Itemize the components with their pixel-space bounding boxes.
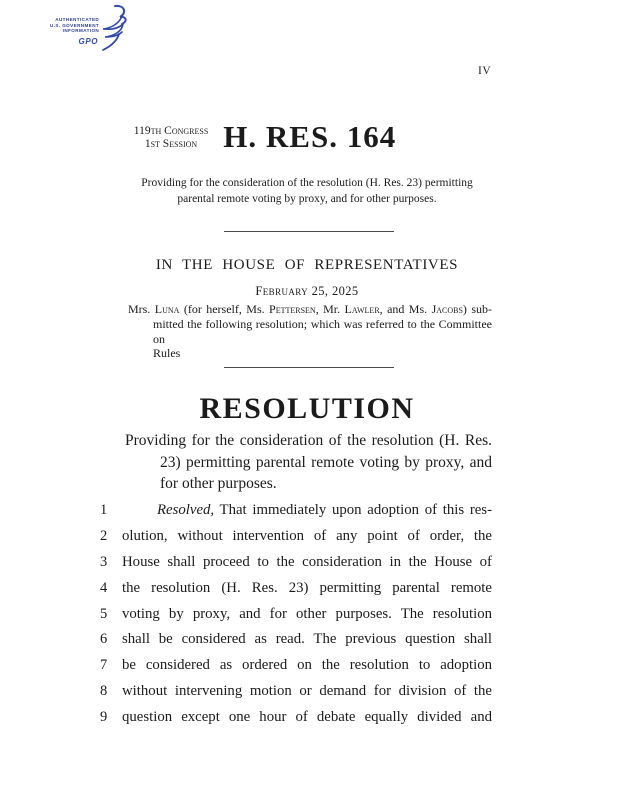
gpo-abbr-label: GPO: [78, 36, 99, 46]
line-number: 5: [100, 605, 108, 622]
resolution-heading: RESOLUTION: [199, 392, 415, 425]
body-line: [100, 554, 492, 580]
sponsor-line3: Rules: [153, 346, 181, 361]
line-number: 7: [100, 657, 108, 674]
sponsor-name-lawler: Lawler: [344, 302, 380, 316]
congress-session-block: [134, 125, 209, 151]
body-line: [100, 502, 492, 528]
gpo-logo: [50, 4, 129, 52]
body-line: [100, 528, 492, 554]
line-text: House shall proceed to the consideration in the House of: [122, 553, 492, 570]
body-line: [100, 657, 492, 683]
separator-rule-top: [224, 231, 394, 232]
body-line: [100, 631, 492, 657]
body-line: [100, 606, 492, 632]
body-line: [100, 580, 492, 606]
preamble: [125, 430, 492, 495]
sponsor-line1: Mrs. Luna (for herself, Ms. Pettersen, Mr. Lawler, and Ms. Jacobs) sub-: [128, 302, 492, 316]
measure-title: [112, 176, 502, 207]
gpo-eagle-icon: [95, 4, 129, 52]
bill-number: H. RES. 164: [223, 119, 397, 154]
preamble-line1: Providing for the consideration of the resolution (H. Res.: [125, 432, 492, 449]
bill-header: [80, 119, 450, 155]
resolved-clause: Resolved,: [157, 502, 215, 518]
gpo-government-label: U.S. GOVERNMENT: [50, 22, 100, 28]
line-number: 8: [100, 683, 108, 700]
preamble-line2: 23) permitting parental remote voting by proxy, and: [160, 453, 492, 471]
line-number: 1: [100, 502, 108, 518]
line-number: 3: [100, 553, 108, 570]
line-number: 6: [100, 631, 108, 648]
sponsor-name-jacobs: Jacobs: [431, 302, 463, 316]
line-text: shall be considered as read. The previous question shall: [122, 631, 492, 648]
line-number: 4: [100, 579, 108, 596]
date-line: February 25, 2025: [255, 284, 359, 298]
sponsor-name-pettersen: Pettersen: [269, 302, 316, 316]
separator-rule-bottom: [224, 367, 394, 368]
line-text: be considered as ordered on the resolution to adoption: [122, 657, 492, 674]
body-line: [100, 709, 492, 735]
measure-title-line1: Providing for the consideration of the resolution (H. Res. 23) permitting: [141, 177, 473, 189]
gpo-logo-text: [50, 17, 99, 46]
line-text: voting by proxy, and for other purposes. The resolution: [122, 605, 492, 622]
sponsor-line2: mitted the following resolution; which was referred to the Committee on: [153, 316, 492, 346]
measure-title-line2: parental remote voting by proxy, and for other purposes.: [177, 192, 437, 205]
session-label: 1st Session: [144, 138, 198, 150]
gpo-information-label: INFORMATION: [62, 28, 100, 34]
sponsor-paragraph: [128, 302, 492, 361]
body-line: [100, 683, 492, 709]
line-text: olution, without intervention of any point of order, the: [122, 527, 492, 544]
line-text: Resolved, That immediately upon adoption of this res-: [157, 502, 492, 518]
gpo-authenticated-label: AUTHENTICATED: [55, 17, 100, 22]
bill-body: [100, 502, 492, 735]
congress-label: 119th Congress: [133, 125, 209, 137]
line-text: without intervening motion or demand for division of the: [122, 683, 492, 700]
line-text: the resolution (H. Res. 23) permitting parental remote: [122, 579, 492, 596]
sponsor-name-luna: Luna: [154, 302, 180, 316]
preamble-line3: for other purposes.: [160, 475, 277, 493]
line-text: question except one hour of debate equally divided and: [122, 709, 492, 726]
chamber-heading: IN THE HOUSE OF REPRESENTATIVES: [155, 257, 459, 273]
line-number: 2: [100, 527, 108, 544]
page-number: IV: [478, 65, 492, 77]
line-number: 9: [100, 709, 108, 726]
